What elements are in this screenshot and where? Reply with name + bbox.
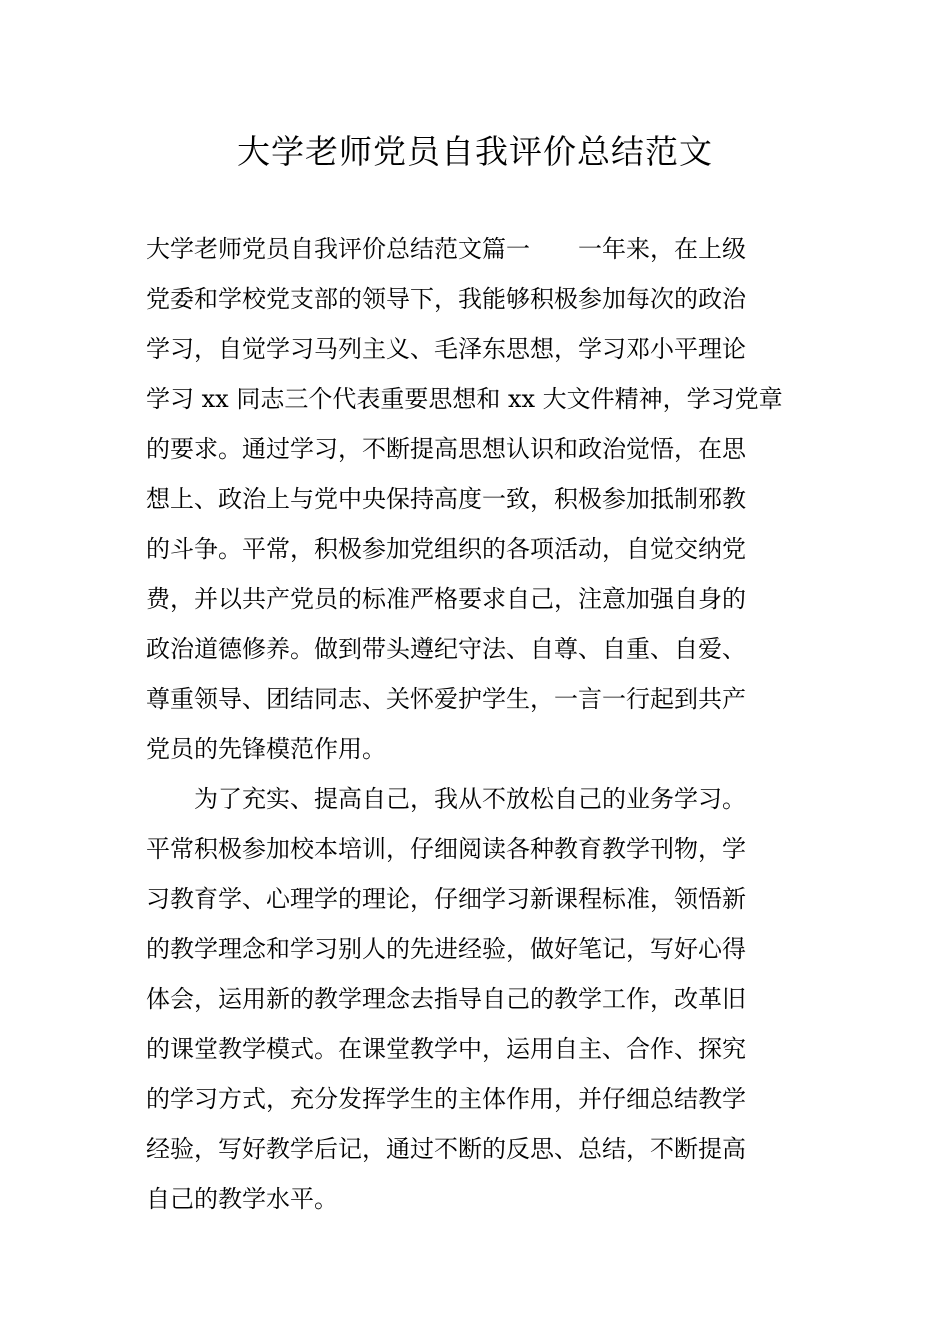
document-title: 大学老师党员自我评价总结范文 <box>237 132 713 171</box>
body-line: 尊重领导、团结同志、关怀爱护学生，一言一行起到共产 <box>146 685 746 713</box>
body-line: 习教育学、心理学的理论，仔细学习新课程标准，领悟新 <box>146 885 746 913</box>
body-line: 经验，写好教学后记，通过不断的反思、总结，不断提高 <box>146 1135 746 1163</box>
body-line: 党员的先锋模范作用。 <box>146 735 386 763</box>
body-line: 大学老师党员自我评价总结范文篇一 一年来，在上级 <box>146 235 746 263</box>
body-line: 的斗争。平常，积极参加党组织的各项活动，自觉交纳党 <box>146 535 746 563</box>
body-line: 学习 xx 同志三个代表重要思想和 xx 大文件精神，学习党章 <box>146 385 783 413</box>
body-line: 的课堂教学模式。在课堂教学中，运用自主、合作、探究 <box>146 1035 746 1063</box>
body-line: 体会，运用新的教学理念去指导自己的教学工作，改革旧 <box>146 985 746 1013</box>
body-line: 学习，自觉学习马列主义、毛泽东思想，学习邓小平理论 <box>146 335 746 363</box>
document-body <box>146 224 808 1224</box>
body-line: 党委和学校党支部的领导下，我能够积极参加每次的政治 <box>146 285 746 313</box>
body-line: 平常积极参加校本培训，仔细阅读各种教育教学刊物，学 <box>146 835 746 863</box>
body-line: 政治道德修养。做到带头遵纪守法、自尊、自重、自爱、 <box>146 635 746 663</box>
body-line: 的学习方式，充分发挥学生的主体作用，并仔细总结教学 <box>146 1085 746 1113</box>
body-line: 为了充实、提高自己，我从不放松自己的业务学习。 <box>146 785 746 813</box>
body-line: 费，并以共产党员的标准严格要求自己，注意加强自身的 <box>146 585 746 613</box>
body-line: 想上、政治上与党中央保持高度一致，积极参加抵制邪教 <box>146 485 746 513</box>
body-line: 的教学理念和学习别人的先进经验，做好笔记，写好心得 <box>146 935 746 963</box>
body-line: 的要求。通过学习，不断提高思想认识和政治觉悟，在思 <box>146 435 746 463</box>
body-line: 自己的教学水平。 <box>146 1185 338 1213</box>
